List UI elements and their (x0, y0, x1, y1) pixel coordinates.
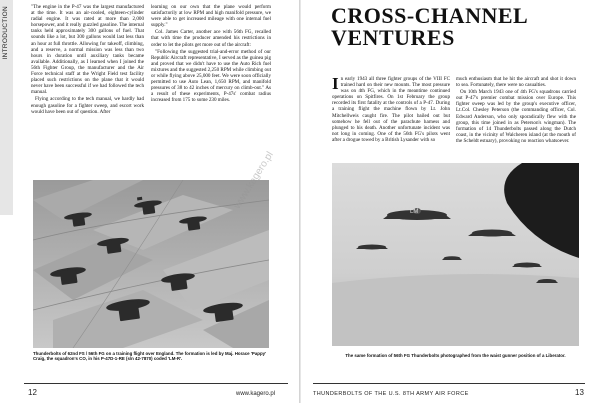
right-photo-caption: The same formation of 56th FG Thunderbolts photographed from the waist gunner position of a Liberator. (345, 353, 566, 358)
footer-rule (24, 383, 288, 384)
sky-formation-photo (332, 163, 579, 346)
footer-rule (313, 383, 585, 384)
paragraph: On 10th March 1943 one of 4th FG's squadrons carried out P-47's premier combat mission over Europe. This fighter sweep was led by the group's executive officer, Lt.Col. Chesley Peterson (the commanding officer, Col. Edward Anderson, who only sporadically flew with the group, this time joined in as Peterson's wingman). The formation of 14 Thunderbolts passed along the Dutch coast, in the vicinity of Walcheren island (at the mouth of the Scheldt estuary), provoking no reaction whatsoever. (456, 89, 576, 144)
left-photo-caption: Thunderbolts of 62nd FS / 56th FG on a training flight over England. The formation is led by Maj. Horace 'Pappy' Craig, the squadron's CO, in his P-47D-1-RE (s/n 42-7870) coded 'LM-R'. (33, 351, 267, 362)
running-footer-title: THUNDERBOLTS OF THE U.S. 8TH ARMY AIR FORCE (313, 391, 469, 397)
watermark: www.kagero.pl (232, 149, 276, 211)
right-text-column-2 (456, 76, 576, 145)
paragraph: "Following the suggested trial-and-error method of our Republic Aircraft representative, I served as the guinea pig and proved that we didn't have to use the Auto Rich fuel mixtures and the suggested 2,250 RPM while climbing out or while flying above 25,000 feet. We were soon officially permitted to use Auto Lean, 1,650 RPM, and manifold pressures of 38 to 42 inches of mercury on climb-out." As a result of these experiments, P-47s' combat radius increased from 175 to some 230 miles. (151, 48, 271, 104)
paragraph-first (332, 76, 450, 143)
left-text-column-1 (31, 4, 144, 116)
chapter-title: CROSS-CHANNEL VENTURES (331, 3, 527, 50)
paragraph: n early 1943 all three fighter groups of the VIII FC trained hard on their new mounts. The most pressure was on 4th FG, which in the meantime continued operations on Spitfires. On 1st February the group recorded its first fatality at the controls of a P-47. During a training flight the machine flown by Lt. John Mitchellweis caught fire. The pilot bailed out but somehow he fell out of the parachute harness and plunged to his death. Another unfortunate incident was not long in coming. One of the 56th FG's pilots went after a drogue towed by a British Lysander with so (332, 76, 450, 143)
right-photo-formation-from-liberator (332, 163, 579, 346)
paragraph: Flying according to the tech manual, we hardly had enough gasoline for a fighter sweep, and escort work would have been out of question. After (31, 96, 144, 115)
paragraph: "The engine in the P-47 was the largest manufactured at the time. It was an air-cooled, eighteen-cylinder radial engine. It was rated at more than 2,000 horsepower, and it really guzzled gasoline. The internal tanks held approximately 300 gallons of fuel. That sounds like a lot, but 300 gallons would last less than an hour at full throttle. Allowing for takeoff, climbing, and a reserve, a normal mission was less than two hours in duration until auxiliary tanks became available. Additionally, as I learned when I joined the 56th Fighter Group, the manufacturer and the Air Force technical staff at the Wright Field test facility placed such restrictions on the plane that it would never have been successful if we had followed the tech manual. (31, 4, 144, 96)
left-text-column-2 (151, 4, 271, 105)
section-tab (0, 0, 13, 215)
left-page (0, 0, 299, 403)
paragraph: Col. James Carter, another ace with 56th FG, recalled that with time the producer amended his restrictions in order to let the pilots get more out of the aircraft: (151, 29, 271, 48)
paragraph: learning on our own that the plane would perform satisfactorily at low RPM and high manifold pressure, we were able to get increased mileage with one internal fuel supply." (151, 4, 271, 29)
right-text-column-1 (332, 76, 450, 144)
right-page (301, 0, 600, 403)
aircraft-code-marking: LM (410, 209, 419, 215)
paragraph: much enthusiasm that he hit the aircraft and shot it down to sea. Fortunately, there were no casualties. (456, 76, 576, 89)
publisher-website: www.kagero.pl (236, 391, 276, 397)
right-page-number: 13 (575, 388, 584, 397)
left-page-number: 12 (28, 388, 37, 397)
section-tab-label: INTRODUCTION (2, 6, 9, 60)
drop-cap: I (332, 74, 339, 93)
